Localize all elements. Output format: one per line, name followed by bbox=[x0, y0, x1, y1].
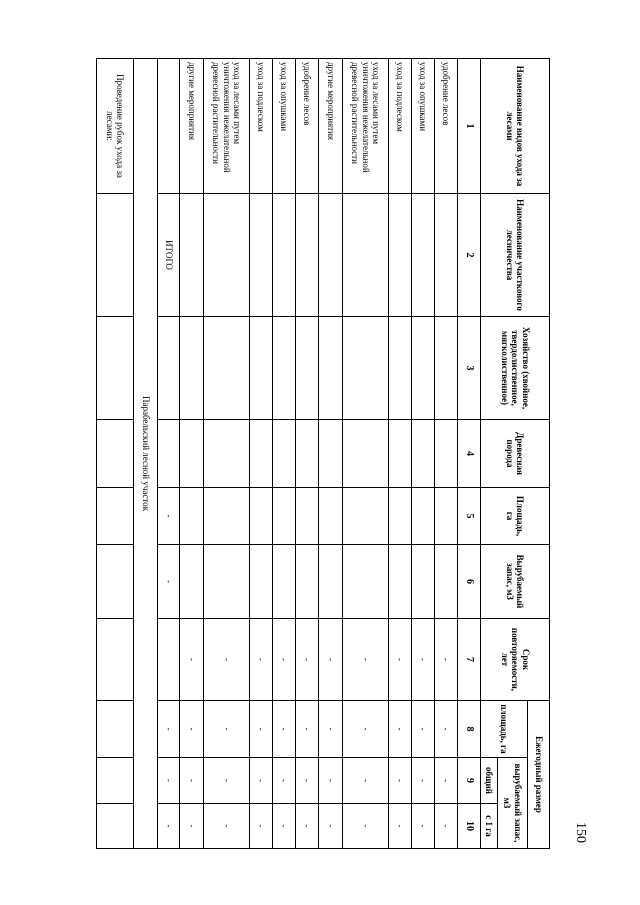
column-number: 4 bbox=[458, 420, 481, 488]
header-annual: Ежегодный размер bbox=[528, 701, 550, 849]
row-name: уход за подлеском bbox=[250, 59, 273, 194]
table-row: уход за лесами путем уничтожения нежелательной древесной растительности - - - - bbox=[343, 59, 389, 849]
section-row bbox=[134, 59, 158, 849]
table-row: уход за опушками - - - - bbox=[412, 59, 435, 849]
header-type: Наименование видов ухода за лесами bbox=[481, 59, 550, 194]
table-row bbox=[97, 59, 134, 849]
table-row: другие мероприятия - - - - bbox=[180, 59, 204, 849]
header-species: Древесная порода bbox=[481, 420, 550, 488]
column-number: 6 bbox=[458, 545, 481, 619]
rotated-table-container bbox=[68, 58, 550, 848]
header-district: Наименование участкового лесничества bbox=[481, 194, 550, 317]
header-total: общий bbox=[481, 758, 498, 804]
row-name: другие мероприятия bbox=[319, 59, 343, 194]
header-farm: Хозяйство (хвойное, твердолиственное, мягколиственное) bbox=[481, 317, 550, 420]
header-area: Площадь, га bbox=[481, 488, 550, 545]
column-number: 7 bbox=[458, 619, 481, 701]
row-name: Проведение рубок ухода за лесами: bbox=[97, 59, 134, 194]
header-period: Срок повторяемости, лет bbox=[481, 619, 550, 701]
page-number: 150 bbox=[573, 822, 588, 843]
column-number: 8 bbox=[458, 701, 481, 758]
column-number: 5 bbox=[458, 488, 481, 545]
row-name: удобрение лесов bbox=[296, 59, 319, 194]
column-number: 2 bbox=[458, 194, 481, 317]
table-row: уход за опушками - - - - bbox=[273, 59, 296, 849]
row-name: уход за лесами путем уничтожения нежелательной древесной растительности bbox=[204, 59, 250, 194]
row-name: удобрение лесов bbox=[435, 59, 458, 194]
column-number-row bbox=[458, 59, 481, 849]
row-name: уход за опушками bbox=[412, 59, 435, 194]
total-label: ИТОГО bbox=[158, 194, 180, 317]
table-row: уход за лесами путем уничтожения нежелательной древесной растительности - - - - bbox=[204, 59, 250, 849]
header-volume: Вырубаемый запас, м3 bbox=[481, 545, 550, 619]
forest-care-table bbox=[96, 58, 550, 849]
row-name: уход за подлеском bbox=[389, 59, 412, 194]
total-row: ИТОГО - - - - - bbox=[158, 59, 180, 849]
header-annual-area: площадь, га bbox=[481, 701, 528, 758]
table-row: уход за подлеском - - - - bbox=[250, 59, 273, 849]
table-row: удобрение лесов - - - - bbox=[435, 59, 458, 849]
column-number: 10 bbox=[458, 804, 481, 849]
header-per-ha: с 1 га bbox=[481, 804, 498, 849]
section-title: Парабельский лесной участок bbox=[134, 59, 158, 849]
row-name: уход за лесами путем уничтожения нежелательной древесной растительности bbox=[343, 59, 389, 194]
table-row: другие мероприятия - - - - bbox=[319, 59, 343, 849]
row-name: уход за опушками bbox=[273, 59, 296, 194]
column-number: 9 bbox=[458, 758, 481, 804]
table-row: удобрение лесов - - - - bbox=[296, 59, 319, 849]
header-annual-volume: вырубаемый запас, м3 bbox=[498, 758, 528, 849]
column-number: 1 bbox=[458, 59, 481, 194]
row-name: другие мероприятия bbox=[180, 59, 204, 194]
column-number: 3 bbox=[458, 317, 481, 420]
table-row: уход за подлеском - - - - bbox=[389, 59, 412, 849]
